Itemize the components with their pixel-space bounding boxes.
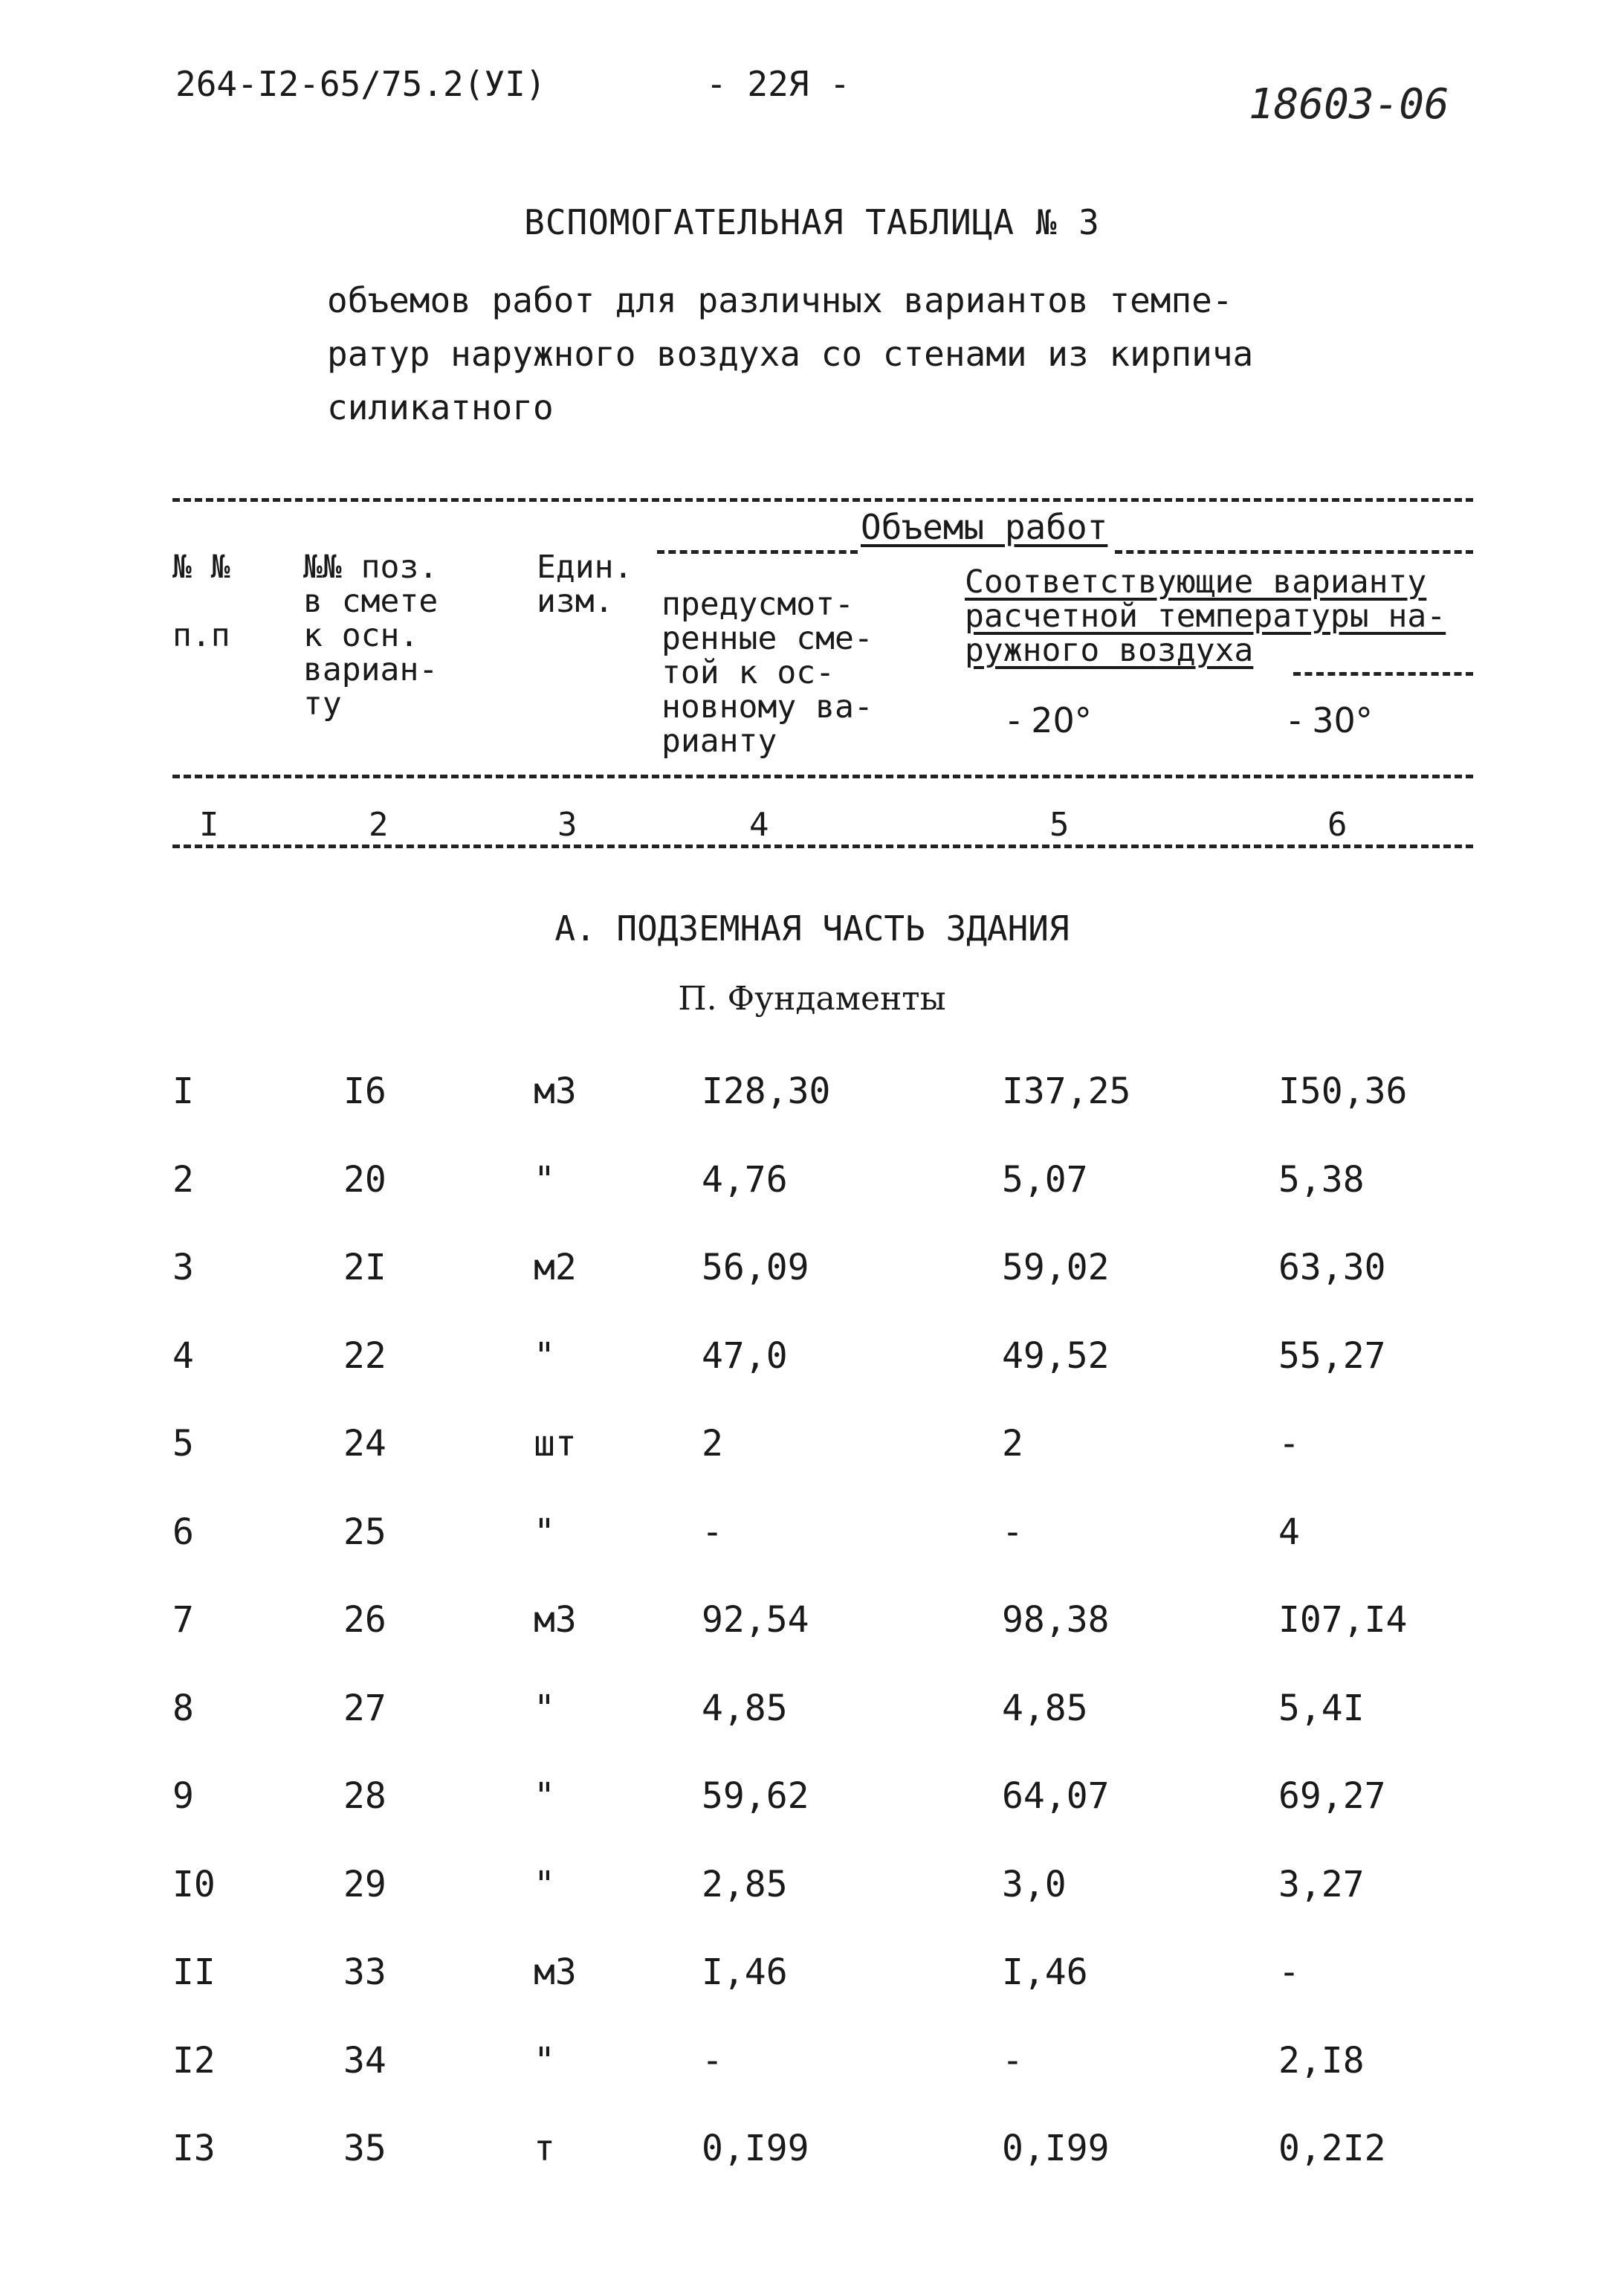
row-position: 28 (343, 1775, 386, 1817)
row-unit: м3 (534, 1071, 577, 1112)
row-base-volume: 2,85 (702, 1863, 788, 1905)
row-base-volume: I,46 (702, 1951, 788, 1993)
row-position: 22 (343, 1334, 386, 1377)
table-row (0, 1247, 1624, 1291)
row-volume-minus20: I,46 (1002, 1951, 1088, 1993)
row-position: 35 (343, 2128, 386, 2169)
header-col-position: №№ поз. в смете к осн. вариан- ту (303, 549, 439, 723)
header-col-base-variant: предусмот- ренные сме- той к ос- новному ва- рианту (661, 586, 873, 760)
row-number: 6 (172, 1511, 194, 1553)
row-volume-minus20: 98,38 (1002, 1599, 1110, 1641)
document-code: 264-I2-65/75.2(УI) (175, 64, 546, 104)
row-base-volume: 56,09 (702, 1247, 809, 1288)
row-volume-minus20: 0,I99 (1002, 2128, 1110, 2169)
table-row (0, 1951, 1624, 1996)
row-base-volume: 92,54 (702, 1599, 809, 1641)
row-base-volume: 47,0 (702, 1334, 788, 1377)
header-bottom-rule (172, 775, 1473, 778)
row-number: I0 (172, 1863, 216, 1905)
table-row (0, 2128, 1624, 2172)
row-number: 3 (172, 1247, 194, 1288)
row-volume-minus30: 63,30 (1278, 1247, 1386, 1288)
header-top-rule (172, 498, 1473, 502)
table-title: ВСПОМОГАТЕЛЬНАЯ ТАБЛИЦА № 3 (524, 202, 1100, 242)
row-base-volume: 4,85 (702, 1687, 788, 1729)
row-base-volume: I28,30 (702, 1071, 831, 1112)
column-number-2: 2 (369, 806, 389, 844)
row-volume-minus30: 5,38 (1278, 1158, 1365, 1201)
row-volume-minus20: 64,07 (1002, 1775, 1110, 1817)
row-position: 27 (343, 1687, 386, 1729)
row-number: 9 (172, 1775, 194, 1817)
row-position: 24 (343, 1423, 386, 1465)
header-col-minus30: - 30° (1289, 700, 1373, 740)
column-numbers-rule (172, 845, 1473, 848)
row-volume-minus30: 69,27 (1278, 1775, 1386, 1817)
row-position: 34 (343, 2039, 386, 2082)
row-unit: " (534, 1334, 555, 1377)
row-volume-minus20: - (1002, 2039, 1023, 2082)
row-base-volume: - (702, 1511, 723, 1553)
header-col-minus20: - 20° (1008, 700, 1092, 740)
row-number: 7 (172, 1599, 194, 1641)
row-position: I6 (343, 1071, 386, 1112)
row-base-volume: 59,62 (702, 1775, 809, 1817)
section-heading: А. ПОДЗЕМНАЯ ЧАСТЬ ЗДАНИЯ (554, 908, 1070, 949)
row-unit: " (534, 1775, 555, 1817)
row-volume-minus30: 5,4I (1278, 1687, 1365, 1729)
header-col-number: № № п.п (172, 549, 230, 654)
row-number: I3 (172, 2128, 216, 2169)
row-volume-minus20: 49,52 (1002, 1334, 1110, 1377)
table-row (0, 2040, 1624, 2085)
row-number: 8 (172, 1687, 194, 1729)
column-number-6: 6 (1327, 806, 1348, 844)
row-unit: " (534, 1863, 555, 1905)
table-subtitle: объемов работ для различных вариантов темпе- ратур наружного воздуха со стенами из кирпича силикатного (327, 280, 1254, 427)
row-unit: " (534, 1687, 555, 1729)
row-number: 5 (172, 1423, 194, 1465)
row-volume-minus30: I07,I4 (1278, 1599, 1408, 1641)
group-right-rule (1115, 550, 1473, 554)
row-unit: " (534, 1158, 555, 1201)
row-unit: м3 (534, 1599, 577, 1641)
row-number: II (172, 1951, 216, 1993)
table-row (0, 1423, 1624, 1467)
table-row (0, 1775, 1624, 1820)
row-base-volume: 0,I99 (702, 2128, 809, 2169)
table-row (0, 1599, 1624, 1644)
row-number: I (172, 1071, 194, 1112)
row-volume-minus20: - (1002, 1511, 1023, 1553)
row-unit: " (534, 2039, 555, 2082)
column-number-4: 4 (749, 806, 769, 844)
row-volume-minus20: 3,0 (1002, 1863, 1067, 1905)
table-row (0, 1511, 1624, 1556)
handwritten-number: 18603-06 (1249, 80, 1449, 129)
header-subgroup-temperature: Соответствующие варианту расчетной температуры на- ружного воздуха (965, 564, 1446, 669)
row-volume-minus20: I37,25 (1002, 1071, 1131, 1112)
row-volume-minus30: 55,27 (1278, 1334, 1386, 1377)
table-row (0, 1335, 1624, 1380)
column-number-5: 5 (1049, 806, 1070, 844)
subgroup-rule (1293, 672, 1473, 676)
row-position: 20 (343, 1158, 386, 1201)
table-row (0, 1688, 1624, 1732)
row-volume-minus30: 2,I8 (1278, 2039, 1365, 2082)
row-volume-minus30: - (1278, 1951, 1300, 1993)
row-unit: шт (534, 1423, 577, 1465)
row-unit: т (534, 2128, 555, 2169)
row-volume-minus20: 5,07 (1002, 1158, 1088, 1201)
row-base-volume: 2 (702, 1423, 723, 1465)
row-volume-minus30: I50,36 (1278, 1071, 1408, 1112)
row-volume-minus20: 59,02 (1002, 1247, 1110, 1288)
column-number-3: 3 (557, 806, 578, 844)
column-number-1: I (199, 806, 219, 844)
row-position: 25 (343, 1511, 386, 1553)
row-position: 29 (343, 1863, 386, 1905)
row-position: 33 (343, 1951, 386, 1993)
row-position: 26 (343, 1599, 386, 1641)
row-volume-minus20: 4,85 (1002, 1687, 1088, 1729)
row-base-volume: - (702, 2039, 723, 2082)
subsection-heading: П. Фундаменты (678, 980, 946, 1018)
row-volume-minus30: 3,27 (1278, 1863, 1365, 1905)
header-col-unit: Един. изм. (537, 549, 633, 620)
row-base-volume: 4,76 (702, 1158, 788, 1201)
row-unit: м3 (534, 1951, 577, 1993)
group-left-rule (657, 550, 858, 554)
row-unit: " (534, 1511, 555, 1553)
row-number: I2 (172, 2039, 216, 2082)
row-number: 4 (172, 1334, 194, 1377)
table-row (0, 1159, 1624, 1204)
row-volume-minus30: 4 (1278, 1511, 1300, 1553)
page-number: - 22Я - (706, 64, 850, 104)
row-volume-minus20: 2 (1002, 1423, 1023, 1465)
row-unit: м2 (534, 1247, 577, 1288)
row-volume-minus30: - (1278, 1423, 1300, 1465)
row-position: 2I (343, 1247, 386, 1288)
table-row (0, 1071, 1624, 1115)
row-number: 2 (172, 1158, 194, 1201)
row-volume-minus30: 0,2I2 (1278, 2128, 1386, 2169)
header-group-volumes: Объемы работ (861, 507, 1108, 547)
table-row (0, 1864, 1624, 1908)
